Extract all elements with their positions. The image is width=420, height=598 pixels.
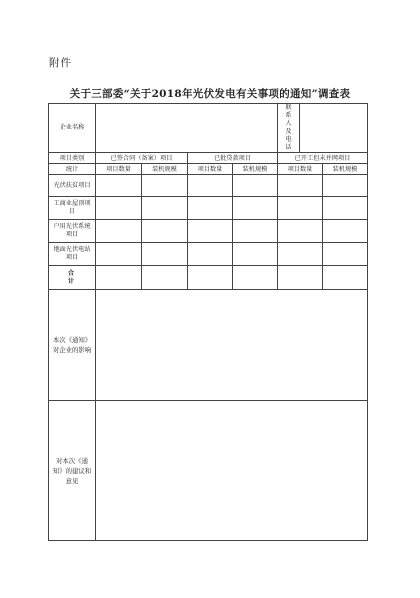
data-cell[interactable] bbox=[278, 243, 323, 266]
data-cell[interactable] bbox=[323, 197, 368, 220]
total-cell[interactable] bbox=[96, 266, 142, 290]
sub-header: 装机规模 bbox=[323, 164, 368, 175]
total-cell[interactable] bbox=[142, 266, 188, 290]
total-row bbox=[49, 266, 368, 290]
sub-header: 装机规模 bbox=[233, 164, 278, 175]
data-cell[interactable] bbox=[142, 197, 188, 220]
data-cell[interactable] bbox=[96, 197, 142, 220]
data-cell[interactable] bbox=[233, 175, 278, 197]
sub-header-row bbox=[49, 164, 368, 175]
suggestion-label-cell bbox=[49, 401, 96, 541]
suggestion-field[interactable] bbox=[96, 401, 368, 541]
data-cell[interactable] bbox=[233, 220, 278, 243]
table-row bbox=[49, 197, 368, 220]
company-row bbox=[49, 104, 368, 153]
row-label: 光伏扶贫项目 bbox=[53, 181, 91, 189]
row-label: 地面光伏电站项目 bbox=[53, 245, 91, 262]
contact-field[interactable] bbox=[300, 104, 368, 153]
data-cell[interactable] bbox=[142, 220, 188, 243]
data-cell[interactable] bbox=[188, 197, 233, 220]
data-cell[interactable] bbox=[323, 243, 368, 266]
data-cell[interactable] bbox=[323, 175, 368, 197]
row-label-cell bbox=[49, 220, 96, 243]
sub-header: 项目数量 bbox=[188, 164, 233, 175]
data-cell[interactable] bbox=[278, 175, 323, 197]
row-label-cell bbox=[49, 197, 96, 220]
total-label: 合 计 bbox=[49, 266, 96, 290]
row-label: 户用光伏系统项目 bbox=[53, 222, 91, 239]
total-cell[interactable] bbox=[188, 266, 233, 290]
category-label: 项目类别 bbox=[49, 153, 96, 164]
row-label: 工商业屋顶项目 bbox=[53, 199, 91, 216]
group-header-row bbox=[49, 153, 368, 164]
sub-header: 装机规模 bbox=[142, 164, 188, 175]
impact-label-cell bbox=[49, 290, 96, 401]
total-cell[interactable] bbox=[323, 266, 368, 290]
company-name-field[interactable] bbox=[96, 104, 278, 153]
group-header-loan: 已批贷款项目 bbox=[188, 153, 278, 164]
sub-header: 项目数量 bbox=[278, 164, 323, 175]
table-row bbox=[49, 175, 368, 197]
data-cell[interactable] bbox=[96, 243, 142, 266]
row-label-cell bbox=[49, 175, 96, 197]
data-cell[interactable] bbox=[323, 220, 368, 243]
table-row bbox=[49, 220, 368, 243]
data-cell[interactable] bbox=[188, 243, 233, 266]
data-cell[interactable] bbox=[278, 197, 323, 220]
data-cell[interactable] bbox=[278, 220, 323, 243]
contact-label-cell bbox=[278, 104, 300, 153]
data-cell[interactable] bbox=[233, 243, 278, 266]
row-label-cell bbox=[49, 243, 96, 266]
group-header-construction: 已开工但未并网项目 bbox=[278, 153, 368, 164]
data-cell[interactable] bbox=[96, 220, 142, 243]
suggestion-label: 对本次《通知》的建议和意见 bbox=[52, 456, 92, 485]
group-header-signed: 已签合同（备案）项目 bbox=[96, 153, 188, 164]
stats-label: 统计 bbox=[49, 164, 96, 175]
impact-row bbox=[49, 290, 368, 401]
total-cell[interactable] bbox=[233, 266, 278, 290]
sub-header: 项目数量 bbox=[96, 164, 142, 175]
survey-table bbox=[48, 103, 368, 541]
data-cell[interactable] bbox=[96, 175, 142, 197]
table-row bbox=[49, 243, 368, 266]
suggestion-row bbox=[49, 401, 368, 541]
impact-field[interactable] bbox=[96, 290, 368, 401]
total-cell[interactable] bbox=[278, 266, 323, 290]
document-title: 关于三部委“关于2018年光伏发电有关事项的通知”调查表 bbox=[69, 88, 351, 100]
data-cell[interactable] bbox=[188, 220, 233, 243]
impact-label: 本次《通知》对企业的影响 bbox=[52, 336, 92, 355]
data-cell[interactable] bbox=[188, 175, 233, 197]
company-name-label: 企业名称 bbox=[49, 104, 96, 153]
data-cell[interactable] bbox=[233, 197, 278, 220]
attachment-label: 附件 bbox=[49, 57, 72, 69]
data-cell[interactable] bbox=[142, 243, 188, 266]
contact-label: 联系人及电话 bbox=[285, 104, 292, 152]
data-cell[interactable] bbox=[142, 175, 188, 197]
